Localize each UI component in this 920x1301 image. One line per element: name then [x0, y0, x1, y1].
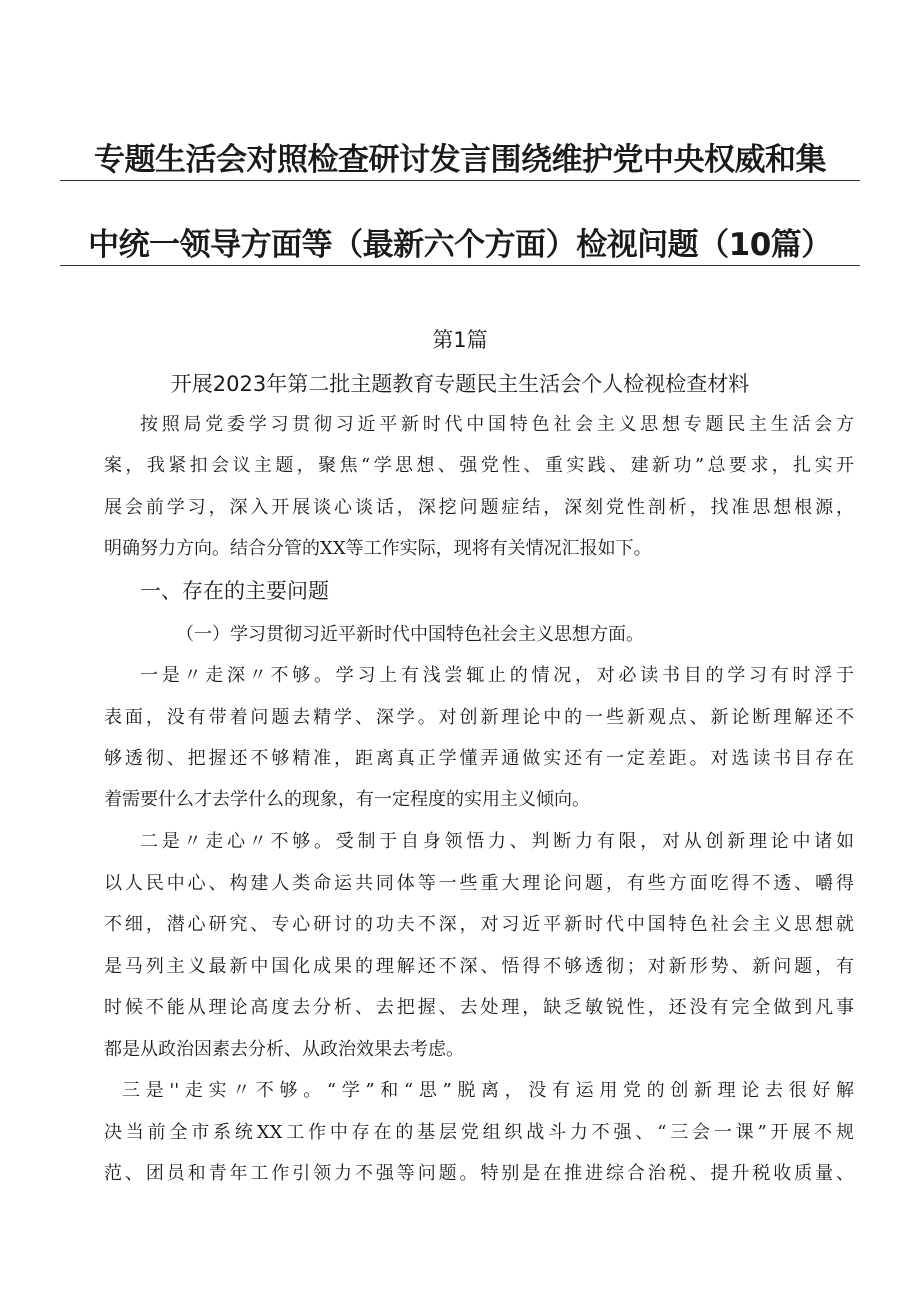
- document-title-line-1: 专题生活会对照检查研讨发言围绕维护党中央权威和集: [60, 140, 860, 181]
- document-title-line-2: 中统一领导方面等（最新六个方面）检视问题（10篇）: [60, 225, 860, 266]
- intro-line: 展会前学习，深入开展谈心谈话，深挖问题症结，深刻党性剖析，找准思想根源，: [104, 497, 854, 518]
- intro-line: 按照局党委学习贯彻习近平新时代中国特色社会主义思想专题民主生活会方: [140, 414, 854, 435]
- para1-line: 一是〃走深〃不够。学习上有浅尝辄止的情况，对必读书目的学习有时浮于: [140, 665, 854, 686]
- para3-line: 三是''走实〃不够。“学”和“思”脱离，没有运用党的创新理论去很好解: [122, 1080, 854, 1101]
- para2-line: 都是从政治因素去分析、从政治效果去考虑。: [104, 1039, 464, 1060]
- para1-line: 着需要什么才去学什么的现象，有一定程度的实用主义倾向。: [104, 789, 590, 810]
- para3-line: 范、团员和青年工作引领力不强等问题。特别是在推进综合治税、提升税收质量、: [104, 1163, 854, 1184]
- intro-line: 案，我紧扣会议主题，聚焦“学思想、强党性、重实践、建新功”总要求，扎实开: [104, 455, 854, 476]
- chapter-label: 第1篇: [432, 328, 488, 352]
- subsection-heading: （一）学习贯彻习近平新时代中国特色社会主义思想方面。: [176, 624, 644, 645]
- section-heading: 一、存在的主要问题: [140, 579, 329, 603]
- para1-line: 够透彻、把握还不够精准，距离真正学懂弄通做实还有一定差距。对选读书目存在: [104, 748, 854, 769]
- article-title: 开展2023年第二批主题教育专题民主生活会个人检视检查材料: [170, 372, 750, 396]
- para2-line: 以人民中心、构建人类命运共同体等一些重大理论问题，有些方面吃得不透、嚼得: [104, 873, 854, 894]
- para2-line: 时候不能从理论高度去分析、去把握、去处理，缺乏敏锐性，还没有完全做到凡事: [104, 997, 854, 1018]
- para3-line: 决当前全市系统XX工作中存在的基层党组织战斗力不强、“三会一课”开展不规: [104, 1122, 854, 1143]
- para1-line: 表面，没有带着问题去精学、深学。对创新理论中的一些新观点、新论断理解还不: [104, 707, 854, 728]
- intro-line: 明确努力方向。结合分管的XX等工作实际，现将有关情况汇报如下。: [104, 538, 652, 559]
- para2-line: 是马列主义最新中国化成果的理解还不深、悟得不够透彻；对新形势、新问题，有: [104, 956, 854, 977]
- para2-line: 二是〃走心〃不够。受制于自身领悟力、判断力有限，对从创新理论中诸如: [140, 831, 854, 852]
- para2-line: 不细，潜心研究、专心研讨的功夫不深，对习近平新时代中国特色社会主义思想就: [104, 914, 854, 935]
